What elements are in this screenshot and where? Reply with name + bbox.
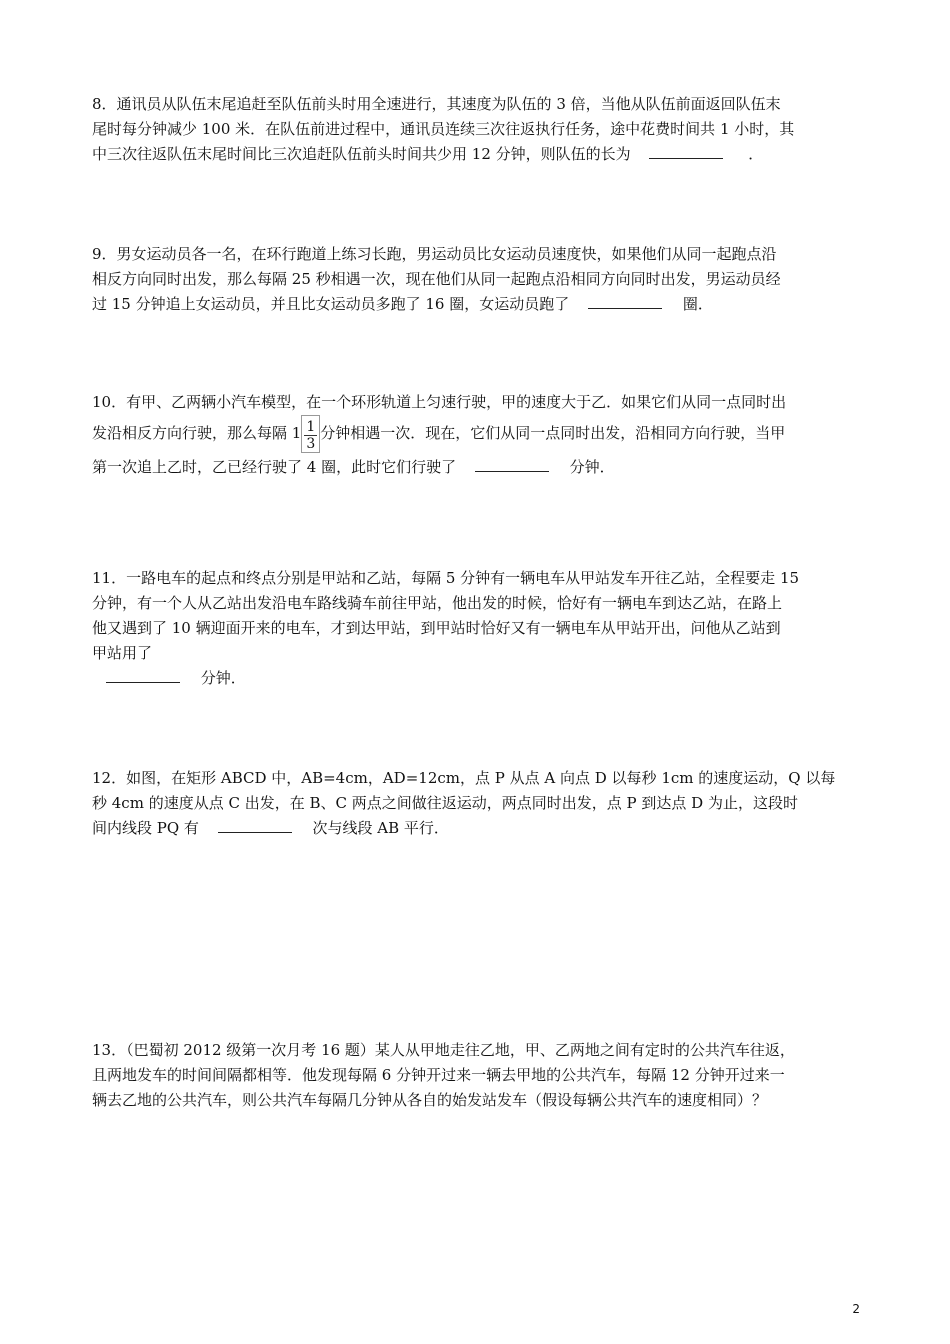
answer-blank[interactable]	[218, 816, 292, 833]
question-tail: 次与线段 AB 平行．	[312, 819, 449, 837]
answer-blank[interactable]	[649, 142, 723, 159]
question-tail: 圈．	[682, 295, 713, 313]
answer-blank[interactable]	[588, 292, 662, 309]
question-text-line: 13．（巴蜀初 2012 级第一次月考 16 题）某人从甲地走往乙地，甲、乙两地之间有定时的公共汽车往返，	[92, 1041, 795, 1059]
question-text-line: 相反方向同时出发，那么每隔 25 秒相遇一次，现在他们从同一起跑点沿相同方向同时出发，男运动员经	[92, 270, 781, 288]
question-text-line: 尾时每分钟减少 100 米．在队伍前进过程中，通讯员连续三次往返执行任务，途中花费时间共 1 小时，其	[92, 120, 795, 138]
answer-blank[interactable]	[475, 455, 549, 472]
question-text-line: 过 15 分钟追上女运动员，并且比女运动员多跑了 16 圈，女运动员跑了	[92, 295, 570, 313]
question-12	[92, 766, 862, 841]
fraction-numerator: 1	[306, 418, 316, 435]
question-9	[92, 242, 862, 317]
question-8	[92, 92, 862, 167]
question-text-line: 甲站用了	[92, 644, 153, 662]
question-text-line: 8．通讯员从队伍末尾追赶至队伍前头时用全速进行，其速度为队伍的 3 倍，当他从队伍前面返回队伍末	[92, 95, 781, 113]
question-text-line: 他又遇到了 10 辆迎面开来的电车，才到达甲站，到甲站时恰好又有一辆电车从甲站开出，问他从乙站到	[92, 619, 781, 637]
question-tail: ．	[748, 145, 764, 163]
question-text-line: 分钟相遇一次．现在，它们从同一点同时出发，沿相同方向行驶，当甲	[320, 424, 786, 442]
page-number: 2	[852, 1302, 860, 1316]
question-text-line: 11．一路电车的起点和终点分别是甲站和乙站，每隔 5 分钟有一辆电车从甲站发车开往乙站，全程要走 15	[92, 569, 800, 587]
question-11	[92, 566, 862, 691]
question-text-line: 发沿相反方向行驶，那么每隔 1	[92, 424, 302, 442]
question-13	[92, 1038, 862, 1113]
question-text-line: 辆去乙地的公共汽车，则公共汽车每隔几分钟从各自的始发站发车（假设每辆公共汽车的速度相同）？	[92, 1091, 768, 1109]
question-text-line: 秒 4cm 的速度从点 C 出发，在 B、C 两点之间做往返运动，两点同时出发，点 P 到达点 D 为止，这段时	[92, 794, 798, 812]
question-tail: 分钟．	[200, 669, 246, 687]
question-text-line: 10．有甲、乙两辆小汽车模型，在一个环形轨道上匀速行驶，甲的速度大于乙．如果它们从同一点同时出	[92, 393, 787, 411]
question-text-line: 第一次追上乙时，乙已经行驶了 4 圈，此时它们行驶了	[92, 458, 457, 476]
question-text-line: 分钟，有一个人从乙站出发沿电车路线骑车前往甲站，他出发的时候，恰好有一辆电车到达乙站，在路上	[92, 594, 783, 612]
fraction	[301, 415, 320, 453]
question-text-line: 9．男女运动员各一名，在环行跑道上练习长跑，男运动员比女运动员速度快，如果他们从同一起跑点沿	[92, 245, 777, 263]
question-text-line: 间内线段 PQ 有	[92, 819, 199, 837]
question-text-line: 且两地发车的时间间隔都相等．他发现每隔 6 分钟开过来一辆去甲地的公共汽车，每隔 12 分钟开过来一	[92, 1066, 785, 1084]
question-text-line: 12．如图，在矩形 ABCD 中，AB=4cm，AD=12cm，点 P 从点 A 向点 D 以每秒 1cm 的速度运动，Q 以每	[92, 769, 836, 787]
question-10	[92, 390, 862, 480]
question-tail: 分钟．	[569, 458, 615, 476]
question-text-line: 中三次往返队伍末尾时间比三次追赶队伍前头时间共少用 12 分钟，则队伍的长为	[92, 145, 631, 163]
answer-blank[interactable]	[106, 666, 180, 683]
fraction-denominator: 3	[306, 435, 316, 452]
